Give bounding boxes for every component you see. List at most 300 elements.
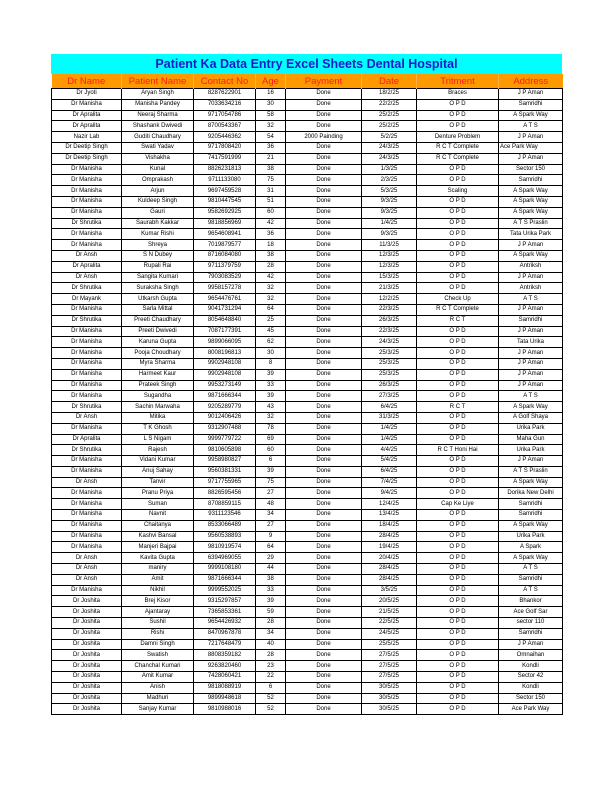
address-cell[interactable]: Sector 150 <box>499 164 563 175</box>
contact-no-cell[interactable]: 9711133080 <box>194 175 256 186</box>
payment-cell[interactable]: Done <box>286 520 362 531</box>
dr-name-cell[interactable]: Dr Apralita <box>52 261 122 272</box>
address-cell[interactable]: Tata Urika <box>499 337 563 348</box>
patient-name-cell[interactable]: Pooja Choudhary <box>122 348 194 359</box>
date-cell[interactable]: 12/3/25 <box>362 250 417 261</box>
address-cell[interactable]: Antriksh <box>499 261 563 272</box>
address-cell[interactable]: J P Aman <box>499 369 563 380</box>
age-cell[interactable]: 60 <box>256 445 286 456</box>
contact-no-cell[interactable]: 9560538893 <box>194 531 256 542</box>
dr-name-cell[interactable]: Dr Manisha <box>52 326 122 337</box>
tritment-cell[interactable]: O P D <box>417 423 499 434</box>
address-cell[interactable]: Samridhi <box>499 574 563 585</box>
payment-cell[interactable]: Done <box>286 585 362 596</box>
date-cell[interactable]: 30/5/25 <box>362 682 417 693</box>
age-cell[interactable]: 34 <box>256 628 286 639</box>
date-cell[interactable]: 4/4/25 <box>362 445 417 456</box>
date-cell[interactable]: 2/3/25 <box>362 175 417 186</box>
contact-no-cell[interactable]: 8826595456 <box>194 488 256 499</box>
date-cell[interactable]: 20/4/25 <box>362 553 417 564</box>
contact-no-cell[interactable]: 8008196813 <box>194 348 256 359</box>
date-cell[interactable]: 24/3/25 <box>362 142 417 153</box>
contact-no-cell[interactable]: 7033634216 <box>194 99 256 110</box>
dr-name-cell[interactable]: Dr Shrutika <box>52 218 122 229</box>
patient-name-cell[interactable]: Myra Sharma <box>122 358 194 369</box>
tritment-cell[interactable]: Scaling <box>417 186 499 197</box>
tritment-cell[interactable]: O P D <box>417 520 499 531</box>
date-cell[interactable]: 1/4/25 <box>362 423 417 434</box>
contact-no-cell[interactable]: 9560381331 <box>194 466 256 477</box>
age-cell[interactable]: 64 <box>256 542 286 553</box>
tritment-cell[interactable]: O P D <box>417 348 499 359</box>
patient-name-cell[interactable]: Vidani Kumar <box>122 456 194 467</box>
date-cell[interactable]: 19/4/25 <box>362 542 417 553</box>
dr-name-cell[interactable]: Dr Manisha <box>52 380 122 391</box>
payment-cell[interactable]: Done <box>286 391 362 402</box>
date-cell[interactable]: 25/2/25 <box>362 121 417 132</box>
tritment-cell[interactable]: O P D <box>417 553 499 564</box>
contact-no-cell[interactable]: 9012406426 <box>194 412 256 423</box>
patient-name-cell[interactable]: Kunal <box>122 164 194 175</box>
payment-cell[interactable]: Done <box>286 650 362 661</box>
age-cell[interactable]: 60 <box>256 207 286 218</box>
dr-name-cell[interactable]: Dr Ansh <box>52 477 122 488</box>
patient-name-cell[interactable]: Nikhil <box>122 585 194 596</box>
address-cell[interactable]: A T S <box>499 121 563 132</box>
dr-name-cell[interactable]: Dr Ansh <box>52 564 122 575</box>
dr-name-cell[interactable]: Dr Manisha <box>52 510 122 521</box>
address-cell[interactable]: Urika Park <box>499 531 563 542</box>
tritment-cell[interactable]: O P D <box>417 564 499 575</box>
patient-name-cell[interactable]: Brej Kisor <box>122 596 194 607</box>
dr-name-cell[interactable]: Nazir Lab <box>52 132 122 143</box>
date-cell[interactable]: 26/3/25 <box>362 380 417 391</box>
dr-name-cell[interactable]: Dr Manisha <box>52 531 122 542</box>
age-cell[interactable]: 39 <box>256 596 286 607</box>
tritment-cell[interactable]: O P D <box>417 477 499 488</box>
address-cell[interactable]: Samridhi <box>499 175 563 186</box>
age-cell[interactable]: 36 <box>256 142 286 153</box>
date-cell[interactable]: 1/4/25 <box>362 434 417 445</box>
dr-name-cell[interactable]: Dr Manisha <box>52 585 122 596</box>
date-cell[interactable]: 28/4/25 <box>362 574 417 585</box>
patient-name-cell[interactable]: Swatish <box>122 650 194 661</box>
tritment-cell[interactable]: O P D <box>417 337 499 348</box>
dr-name-cell[interactable]: Dr Joshita <box>52 672 122 683</box>
address-cell[interactable]: Ace Park Way <box>499 704 563 715</box>
tritment-cell[interactable]: O P D <box>417 531 499 542</box>
date-cell[interactable]: 5/4/25 <box>362 456 417 467</box>
dr-name-cell[interactable]: Dr Manisha <box>52 164 122 175</box>
payment-cell[interactable]: Done <box>286 294 362 305</box>
age-cell[interactable]: 28 <box>256 618 286 629</box>
patient-name-cell[interactable]: Manisha Pandey <box>122 99 194 110</box>
patient-name-cell[interactable]: Rajesh <box>122 445 194 456</box>
dr-name-cell[interactable]: Dr Manisha <box>52 99 122 110</box>
dr-name-cell[interactable]: Dr Mayank <box>52 294 122 305</box>
contact-no-cell[interactable]: 9654426932 <box>194 618 256 629</box>
age-cell[interactable]: 38 <box>256 574 286 585</box>
tritment-cell[interactable]: R C T Complete <box>417 304 499 315</box>
date-cell[interactable]: 18/4/25 <box>362 520 417 531</box>
date-cell[interactable]: 27/5/25 <box>362 661 417 672</box>
address-cell[interactable]: Samridhi <box>499 499 563 510</box>
payment-cell[interactable]: Done <box>286 261 362 272</box>
date-cell[interactable]: 25/5/25 <box>362 639 417 650</box>
date-cell[interactable]: 30/5/25 <box>362 704 417 715</box>
age-cell[interactable]: 29 <box>256 553 286 564</box>
dr-name-cell[interactable]: Dr Manisha <box>52 423 122 434</box>
age-cell[interactable]: 30 <box>256 99 286 110</box>
tritment-cell[interactable]: R C T <box>417 402 499 413</box>
tritment-cell[interactable]: O P D <box>417 661 499 672</box>
payment-cell[interactable]: Done <box>286 229 362 240</box>
contact-no-cell[interactable]: 9810988016 <box>194 704 256 715</box>
dr-name-cell[interactable]: Dr Shrutika <box>52 402 122 413</box>
age-cell[interactable]: 28 <box>256 650 286 661</box>
date-cell[interactable]: 25/2/25 <box>362 110 417 121</box>
tritment-cell[interactable]: O P D <box>417 99 499 110</box>
patient-name-cell[interactable]: Rupali Rai <box>122 261 194 272</box>
patient-name-cell[interactable]: Swati Yadav <box>122 142 194 153</box>
tritment-cell[interactable]: O P D <box>417 175 499 186</box>
address-cell[interactable]: Dorika New Delhi <box>499 488 563 499</box>
address-cell[interactable]: A Spark Way <box>499 207 563 218</box>
address-cell[interactable]: A T S <box>499 391 563 402</box>
dr-name-cell[interactable]: Dr Joshita <box>52 650 122 661</box>
tritment-cell[interactable]: O P D <box>417 434 499 445</box>
tritment-cell[interactable]: O P D <box>417 369 499 380</box>
date-cell[interactable]: 24/3/25 <box>362 153 417 164</box>
payment-cell[interactable]: Done <box>286 499 362 510</box>
contact-no-cell[interactable]: 9263820460 <box>194 661 256 672</box>
payment-cell[interactable]: Done <box>286 348 362 359</box>
address-cell[interactable]: Omnaihan <box>499 650 563 661</box>
dr-name-cell[interactable]: Dr Joshita <box>52 704 122 715</box>
date-cell[interactable]: 28/4/25 <box>362 564 417 575</box>
patient-name-cell[interactable]: Omprakash <box>122 175 194 186</box>
patient-name-cell[interactable]: Suraksha Singh <box>122 283 194 294</box>
patient-name-cell[interactable]: Kuldeep Singh <box>122 196 194 207</box>
age-cell[interactable]: 52 <box>256 693 286 704</box>
patient-name-cell[interactable]: Sushil <box>122 618 194 629</box>
contact-no-cell[interactable]: 8708859115 <box>194 499 256 510</box>
tritment-cell[interactable]: R C T <box>417 315 499 326</box>
dr-name-cell[interactable]: Dr Shrutika <box>52 283 122 294</box>
age-cell[interactable]: 38 <box>256 250 286 261</box>
payment-cell[interactable]: Done <box>286 542 362 553</box>
date-cell[interactable]: 6/4/25 <box>362 466 417 477</box>
address-cell[interactable]: J P Aman <box>499 89 563 100</box>
dr-name-cell[interactable]: Dr Manisha <box>52 456 122 467</box>
age-cell[interactable]: 45 <box>256 326 286 337</box>
dr-name-cell[interactable]: Dr Joshita <box>52 661 122 672</box>
address-cell[interactable]: J P Aman <box>499 639 563 650</box>
dr-name-cell[interactable]: Dr Manisha <box>52 240 122 251</box>
tritment-cell[interactable]: O P D <box>417 585 499 596</box>
payment-cell[interactable]: Done <box>286 337 362 348</box>
payment-cell[interactable]: Done <box>286 434 362 445</box>
payment-cell[interactable]: Done <box>286 628 362 639</box>
patient-name-cell[interactable]: Manjeri Bajpai <box>122 542 194 553</box>
patient-name-cell[interactable]: Sarla Mittal <box>122 304 194 315</box>
age-cell[interactable]: 42 <box>256 218 286 229</box>
dr-name-cell[interactable]: Dr Apralita <box>52 434 122 445</box>
date-cell[interactable]: 18/2/25 <box>362 89 417 100</box>
patient-name-cell[interactable]: Prateek Singh <box>122 380 194 391</box>
address-cell[interactable]: A Spark Way <box>499 402 563 413</box>
contact-no-cell[interactable]: 8700543367 <box>194 121 256 132</box>
date-cell[interactable]: 22/3/25 <box>362 304 417 315</box>
tritment-cell[interactable]: Denture Problem <box>417 132 499 143</box>
age-cell[interactable]: 34 <box>256 510 286 521</box>
dr-name-cell[interactable]: Dr Manisha <box>52 520 122 531</box>
address-cell[interactable]: Samridhi <box>499 510 563 521</box>
payment-cell[interactable]: Done <box>286 488 362 499</box>
dr-name-cell[interactable]: Dr Manisha <box>52 229 122 240</box>
patient-name-cell[interactable]: Chanchal Kumari <box>122 661 194 672</box>
payment-cell[interactable]: Done <box>286 682 362 693</box>
dr-name-cell[interactable]: Dr Manisha <box>52 337 122 348</box>
patient-name-cell[interactable]: Kavita Gupta <box>122 553 194 564</box>
patient-name-cell[interactable]: Vishakha <box>122 153 194 164</box>
patient-name-cell[interactable]: Suman <box>122 499 194 510</box>
patient-name-cell[interactable]: Neeraj Sharma <box>122 110 194 121</box>
dr-name-cell[interactable]: Dr Deetip Singh <box>52 142 122 153</box>
tritment-cell[interactable]: O P D <box>417 164 499 175</box>
tritment-cell[interactable]: O P D <box>417 380 499 391</box>
address-cell[interactable]: Sector 150 <box>499 693 563 704</box>
tritment-cell[interactable]: O P D <box>417 121 499 132</box>
contact-no-cell[interactable]: 9810447545 <box>194 196 256 207</box>
age-cell[interactable]: 27 <box>256 520 286 531</box>
tritment-cell[interactable]: R C T Honi Hai <box>417 445 499 456</box>
contact-no-cell[interactable]: 8533066489 <box>194 520 256 531</box>
contact-no-cell[interactable]: 9999108180 <box>194 564 256 575</box>
contact-no-cell[interactable]: 7903083529 <box>194 272 256 283</box>
tritment-cell[interactable]: Cap Ke Liye <box>417 499 499 510</box>
patient-name-cell[interactable]: Preeti Chaudhary <box>122 315 194 326</box>
contact-no-cell[interactable]: 9902948108 <box>194 369 256 380</box>
age-cell[interactable]: 39 <box>256 391 286 402</box>
tritment-cell[interactable]: O P D <box>417 391 499 402</box>
dr-name-cell[interactable]: Dr Joshita <box>52 596 122 607</box>
age-cell[interactable]: 78 <box>256 423 286 434</box>
date-cell[interactable]: 12/4/25 <box>362 499 417 510</box>
tritment-cell[interactable]: O P D <box>417 704 499 715</box>
date-cell[interactable]: 27/5/25 <box>362 672 417 683</box>
date-cell[interactable]: 21/5/25 <box>362 607 417 618</box>
contact-no-cell[interactable]: 9899066095 <box>194 337 256 348</box>
patient-name-cell[interactable]: L S Nigam <box>122 434 194 445</box>
address-cell[interactable]: A Spark Way <box>499 110 563 121</box>
patient-name-cell[interactable]: Navnit <box>122 510 194 521</box>
patient-name-cell[interactable]: Gauri <box>122 207 194 218</box>
payment-cell[interactable]: Done <box>286 153 362 164</box>
contact-no-cell[interactable]: 9958980827 <box>194 456 256 467</box>
dr-name-cell[interactable]: Dr Ansh <box>52 574 122 585</box>
contact-no-cell[interactable]: 9899948618 <box>194 693 256 704</box>
age-cell[interactable]: 32 <box>256 412 286 423</box>
contact-no-cell[interactable]: 9902948108 <box>194 358 256 369</box>
age-cell[interactable]: 64 <box>256 304 286 315</box>
address-cell[interactable]: A Spark Way <box>499 186 563 197</box>
address-cell[interactable]: Antriksh <box>499 283 563 294</box>
tritment-cell[interactable]: O P D <box>417 542 499 553</box>
contact-no-cell[interactable]: 9205289779 <box>194 402 256 413</box>
contact-no-cell[interactable]: 7417591999 <box>194 153 256 164</box>
date-cell[interactable]: 26/3/25 <box>362 315 417 326</box>
age-cell[interactable]: 6 <box>256 456 286 467</box>
patient-name-cell[interactable]: Kashvi Bansal <box>122 531 194 542</box>
age-cell[interactable]: 44 <box>256 564 286 575</box>
patient-name-cell[interactable]: Amit Kumar <box>122 672 194 683</box>
date-cell[interactable]: 27/5/25 <box>362 650 417 661</box>
age-cell[interactable]: 51 <box>256 196 286 207</box>
address-cell[interactable]: Ace Park Way <box>499 142 563 153</box>
tritment-cell[interactable]: R C T Complete <box>417 153 499 164</box>
tritment-cell[interactable]: Check Up <box>417 294 499 305</box>
age-cell[interactable]: 42 <box>256 272 286 283</box>
age-cell[interactable]: 52 <box>256 704 286 715</box>
dr-name-cell[interactable]: Dr Apralita <box>52 110 122 121</box>
date-cell[interactable]: 12/2/25 <box>362 294 417 305</box>
age-cell[interactable]: 31 <box>256 186 286 197</box>
date-cell[interactable]: 25/3/25 <box>362 348 417 359</box>
age-cell[interactable]: 18 <box>256 240 286 251</box>
tritment-cell[interactable]: O P D <box>417 207 499 218</box>
contact-no-cell[interactable]: 7365853361 <box>194 607 256 618</box>
contact-no-cell[interactable]: 7428060421 <box>194 672 256 683</box>
date-cell[interactable]: 25/3/25 <box>362 369 417 380</box>
age-cell[interactable]: 22 <box>256 672 286 683</box>
payment-cell[interactable]: Done <box>286 186 362 197</box>
date-cell[interactable]: 12/3/25 <box>362 261 417 272</box>
date-cell[interactable]: 9/3/25 <box>362 196 417 207</box>
date-cell[interactable]: 9/3/25 <box>362 229 417 240</box>
payment-cell[interactable]: Done <box>286 207 362 218</box>
age-cell[interactable]: 43 <box>256 402 286 413</box>
date-cell[interactable]: 3/5/25 <box>362 585 417 596</box>
dr-name-cell[interactable]: Dr Manisha <box>52 499 122 510</box>
address-cell[interactable]: J P Aman <box>499 326 563 337</box>
payment-cell[interactable]: Done <box>286 121 362 132</box>
tritment-cell[interactable]: O P D <box>417 250 499 261</box>
dr-name-cell[interactable]: Dr Manisha <box>52 207 122 218</box>
contact-no-cell[interactable]: 8826231813 <box>194 164 256 175</box>
contact-no-cell[interactable]: 9711379759 <box>194 261 256 272</box>
address-cell[interactable]: A T S <box>499 294 563 305</box>
dr-name-cell[interactable]: Dr Manisha <box>52 348 122 359</box>
tritment-cell[interactable]: O P D <box>417 639 499 650</box>
patient-name-cell[interactable]: T K Ghosh <box>122 423 194 434</box>
tritment-cell[interactable]: O P D <box>417 628 499 639</box>
date-cell[interactable]: 5/2/25 <box>362 132 417 143</box>
dr-name-cell[interactable]: Dr Manisha <box>52 196 122 207</box>
dr-name-cell[interactable]: Dr Joshita <box>52 628 122 639</box>
tritment-cell[interactable]: O P D <box>417 693 499 704</box>
age-cell[interactable]: 21 <box>256 153 286 164</box>
address-cell[interactable]: Urika Park <box>499 445 563 456</box>
patient-name-cell[interactable]: Shreya <box>122 240 194 251</box>
contact-no-cell[interactable]: 7087177391 <box>194 326 256 337</box>
address-cell[interactable]: Maha Gun <box>499 434 563 445</box>
payment-cell[interactable]: Done <box>286 553 362 564</box>
address-cell[interactable]: Kondli <box>499 682 563 693</box>
address-cell[interactable]: J P Aman <box>499 240 563 251</box>
age-cell[interactable]: 75 <box>256 477 286 488</box>
contact-no-cell[interactable]: 7217648479 <box>194 639 256 650</box>
patient-name-cell[interactable]: Sanjay Kumar <box>122 704 194 715</box>
address-cell[interactable]: J P Aman <box>499 272 563 283</box>
address-cell[interactable]: Urika Park <box>499 423 563 434</box>
age-cell[interactable]: 25 <box>256 315 286 326</box>
age-cell[interactable]: 75 <box>256 175 286 186</box>
address-cell[interactable]: A Spark Way <box>499 553 563 564</box>
age-cell[interactable]: 8 <box>256 358 286 369</box>
dr-name-cell[interactable]: Dr Manisha <box>52 175 122 186</box>
payment-cell[interactable]: Done <box>286 423 362 434</box>
dr-name-cell[interactable]: Dr Ansh <box>52 250 122 261</box>
age-cell[interactable]: 28 <box>256 261 286 272</box>
age-cell[interactable]: 58 <box>256 110 286 121</box>
payment-cell[interactable]: Done <box>286 693 362 704</box>
contact-no-cell[interactable]: 9953273149 <box>194 380 256 391</box>
patient-name-cell[interactable]: Saurabh Kakkar <box>122 218 194 229</box>
dr-name-cell[interactable]: Dr Apralita <box>52 121 122 132</box>
age-cell[interactable]: 62 <box>256 337 286 348</box>
contact-no-cell[interactable]: 9818856969 <box>194 218 256 229</box>
dr-name-cell[interactable]: Dr Ansh <box>52 553 122 564</box>
address-cell[interactable]: sector 110 <box>499 618 563 629</box>
date-cell[interactable]: 22/3/25 <box>362 326 417 337</box>
contact-no-cell[interactable]: 6394969055 <box>194 553 256 564</box>
dr-name-cell[interactable]: Dr Manisha <box>52 369 122 380</box>
patient-name-cell[interactable]: Kumar Rishi <box>122 229 194 240</box>
payment-cell[interactable]: Done <box>286 618 362 629</box>
payment-cell[interactable]: Done <box>286 672 362 683</box>
date-cell[interactable]: 1/4/25 <box>362 218 417 229</box>
age-cell[interactable]: 54 <box>256 132 286 143</box>
contact-no-cell[interactable]: 9654608941 <box>194 229 256 240</box>
payment-cell[interactable]: Done <box>286 477 362 488</box>
address-cell[interactable]: A Spark <box>499 542 563 553</box>
age-cell[interactable]: 40 <box>256 639 286 650</box>
contact-no-cell[interactable]: 9871666344 <box>194 574 256 585</box>
tritment-cell[interactable]: R C T Complete <box>417 142 499 153</box>
date-cell[interactable]: 28/4/25 <box>362 531 417 542</box>
address-cell[interactable]: J P Aman <box>499 153 563 164</box>
payment-cell[interactable]: Done <box>286 402 362 413</box>
tritment-cell[interactable]: O P D <box>417 607 499 618</box>
dr-name-cell[interactable]: Dr Shrutika <box>52 445 122 456</box>
payment-cell[interactable]: Done <box>286 164 362 175</box>
address-cell[interactable]: J P Aman <box>499 358 563 369</box>
dr-name-cell[interactable]: Dr Ansh <box>52 272 122 283</box>
payment-cell[interactable]: Done <box>286 283 362 294</box>
date-cell[interactable]: 7/4/25 <box>362 477 417 488</box>
tritment-cell[interactable]: Braces <box>417 89 499 100</box>
patient-name-cell[interactable]: Arjun <box>122 186 194 197</box>
payment-cell[interactable]: Done <box>286 466 362 477</box>
contact-no-cell[interactable]: 8470967878 <box>194 628 256 639</box>
tritment-cell[interactable]: O P D <box>417 240 499 251</box>
tritment-cell[interactable]: O P D <box>417 272 499 283</box>
tritment-cell[interactable]: O P D <box>417 110 499 121</box>
contact-no-cell[interactable]: 9041731294 <box>194 304 256 315</box>
tritment-cell[interactable]: O P D <box>417 596 499 607</box>
age-cell[interactable]: 39 <box>256 369 286 380</box>
